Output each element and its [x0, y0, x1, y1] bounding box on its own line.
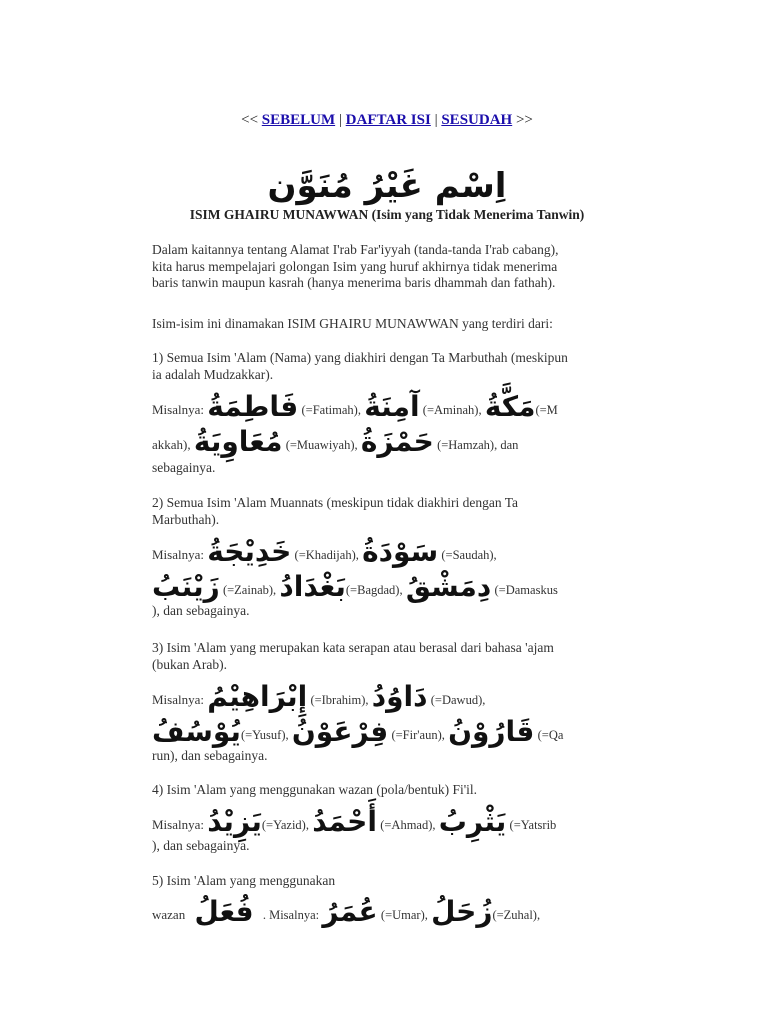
- nav-prefix: <<: [241, 112, 262, 128]
- section-4-examples-line-1: [152, 805, 632, 838]
- text-line: kita harus mempelajari golongan Isim yang huruf akhirnya tidak menerima: [152, 258, 558, 274]
- text-line: baris tanwin maupun kasrah (hanya menerima baris dhammah dan fathah).: [152, 275, 556, 290]
- navigation-bar: [152, 112, 622, 129]
- wazan-label: wazan: [152, 907, 186, 922]
- gloss: (=Saudah),: [441, 548, 497, 562]
- arabic-word: يَثْرِبُ: [438, 805, 507, 838]
- section-4-heading: [152, 782, 622, 799]
- arabic-word: فِرْعَوْنُ: [291, 715, 389, 748]
- gloss: (=Yazid),: [261, 818, 309, 832]
- arabic-title: اِسْم غَيْرُ مُنَوَّن: [267, 166, 507, 206]
- section-3-examples-line-1: [152, 680, 632, 713]
- section-1-examples-line-1: [152, 390, 632, 423]
- text-line: ia adalah Mudzakkar).: [152, 366, 274, 382]
- misalnya-label: Misalnya:: [152, 692, 204, 707]
- section-2-heading: [152, 495, 622, 528]
- gloss: (=Bagdad),: [345, 583, 403, 597]
- arabic-word: فُعَلُ: [194, 895, 254, 928]
- next-link[interactable]: SESUDAH: [441, 112, 513, 128]
- arabic-word: عُمَرُ: [322, 895, 378, 928]
- section-5-examples-line-1: [152, 895, 632, 928]
- gloss: (=Damaskus: [494, 583, 558, 597]
- arabic-word: خَدِيْجَةُ: [207, 535, 292, 568]
- arabic-word: دِمَشْقُ: [405, 570, 492, 603]
- text-line: sebagainya.: [152, 460, 216, 475]
- text-line: ), dan sebagainya.: [152, 603, 250, 618]
- text-line: 1) Semua Isim 'Alam (Nama) yang diakhiri dengan Ta Marbuthah (meskipun: [152, 350, 568, 365]
- section-4-ending: [152, 838, 622, 855]
- gloss: (=Zuhal),: [492, 908, 541, 922]
- section-3-ending: [152, 748, 622, 765]
- text-line: 4) Isim 'Alam yang menggunakan wazan (pola/bentuk) Fi'il.: [152, 782, 478, 797]
- text-line: ), dan sebagainya.: [152, 838, 250, 853]
- arabic-word: زُحَلُ: [431, 895, 493, 928]
- gloss: (=Ahmad),: [380, 818, 436, 832]
- arabic-word: أَحْمَدُ: [312, 805, 377, 838]
- text-line: 2) Semua Isim 'Alam Muannats (meskipun tidak diakhiri dengan Ta: [152, 495, 519, 510]
- section-2-examples-line-2: [152, 570, 632, 603]
- text-line: (bukan Arab).: [152, 656, 227, 672]
- misalnya-label: Misalnya:: [152, 817, 204, 832]
- section-1-ending: [152, 460, 622, 477]
- arabic-word: بَغْدَادُ: [279, 570, 346, 603]
- arabic-word: مُعَاوِيَةُ: [193, 425, 283, 458]
- gloss: (=Fatimah),: [301, 403, 361, 417]
- gloss: (=Umar),: [380, 908, 428, 922]
- section-2-examples-line-1: [152, 535, 632, 568]
- arabic-word: زَيْنَبُ: [152, 570, 220, 603]
- section-2-ending: [152, 603, 622, 620]
- gloss: (=Khadijah),: [294, 548, 359, 562]
- gloss: (=Dawud),: [430, 693, 486, 707]
- gloss: (=Yusuf),: [240, 728, 289, 742]
- text-line: Dalam kaitannya tentang Alamat I'rab Far'iyyah (tanda-tanda I'rab cabang),: [152, 242, 559, 257]
- text-line: Marbuthah).: [152, 511, 220, 527]
- section-1-examples-line-2: [152, 425, 632, 458]
- gloss: (=Qa: [537, 728, 564, 742]
- text-line: 3) Isim 'Alam yang merupakan kata serapan atau berasal dari bahasa 'ajam: [152, 640, 554, 655]
- section-3-heading: [152, 640, 622, 673]
- gloss: (=M: [535, 403, 558, 417]
- arabic-word: يُوْسُفُ: [152, 715, 241, 748]
- text-fragment: akkah),: [152, 437, 191, 452]
- arabic-word: يَزِيْدُ: [207, 805, 262, 838]
- section-5-heading: [152, 873, 622, 890]
- table-of-contents-link[interactable]: DAFTAR ISI: [345, 112, 431, 128]
- misalnya-label: . Misalnya:: [262, 908, 320, 922]
- gloss: (=Zainab),: [222, 583, 277, 597]
- text-line: 5) Isim 'Alam yang menggunakan: [152, 873, 336, 888]
- section-3-examples-line-2: [152, 715, 632, 748]
- nav-suffix: >>: [512, 112, 533, 128]
- misalnya-label: Misalnya:: [152, 402, 204, 417]
- gloss: (=Fir'aun),: [391, 728, 445, 742]
- gloss: (=Ibrahim),: [310, 693, 369, 707]
- prev-link[interactable]: SEBELUM: [261, 112, 336, 128]
- arabic-word: مَكَّةُ: [484, 390, 536, 423]
- gloss: (=Aminah),: [422, 403, 482, 417]
- gloss: (=Hamzah), dan: [437, 438, 519, 452]
- arabic-word: دَاوُدُ: [371, 680, 428, 713]
- nav-separator: |: [335, 112, 346, 128]
- arabic-word: إِبْرَاهِيْمُ: [207, 680, 308, 713]
- gloss: (=Muawiyah),: [285, 438, 358, 452]
- misalnya-label: Misalnya:: [152, 547, 204, 562]
- arabic-word: آمِنَةُ: [364, 390, 420, 423]
- text-line: Isim-isim ini dinamakan ISIM GHAIRU MUNAWWAN yang terdiri dari:: [152, 316, 553, 331]
- page-title: ISIM GHAIRU MUNAWWAN (Isim yang Tidak Menerima Tanwin): [189, 207, 585, 222]
- intro-paragraph: [152, 242, 622, 292]
- nav-separator: |: [430, 112, 442, 128]
- arabic-word: حَمْزَةُ: [360, 425, 434, 458]
- section-1-heading: [152, 350, 622, 383]
- text-line: run), dan sebagainya.: [152, 748, 268, 763]
- list-intro: [152, 316, 622, 333]
- arabic-word: سَوْدَةُ: [362, 535, 439, 568]
- arabic-word: فَاطِمَةُ: [207, 390, 299, 423]
- arabic-word: قَارُوْنُ: [448, 715, 535, 748]
- gloss: (=Yatsrib: [509, 818, 557, 832]
